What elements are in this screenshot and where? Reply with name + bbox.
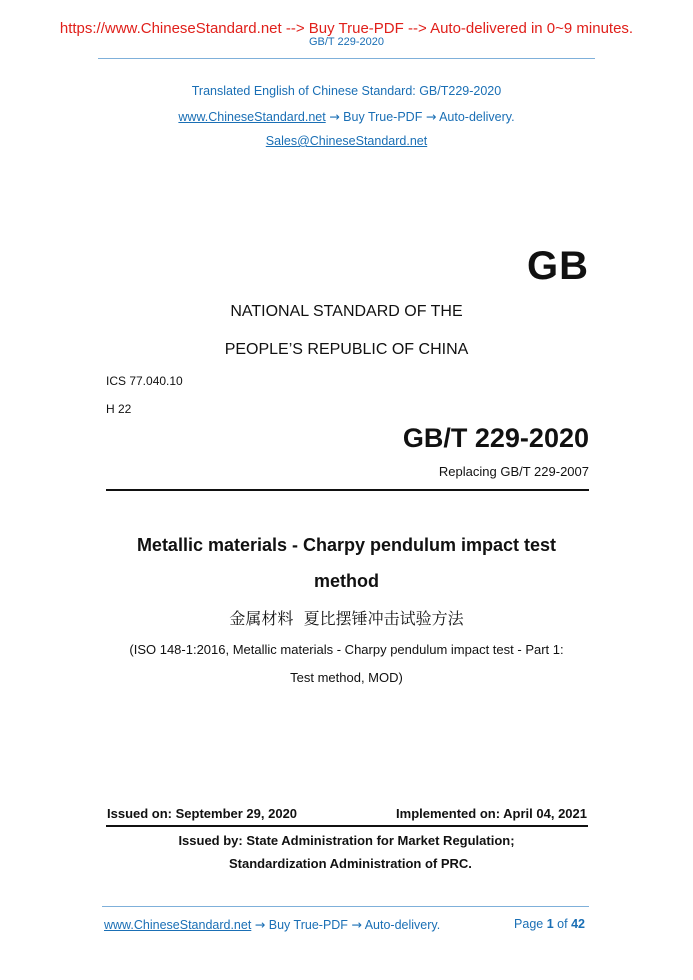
title-line1: Metallic materials - Charpy pendulum impact test [136, 535, 557, 555]
arrow-icon: → [254, 917, 266, 932]
promo-email-link[interactable]: Sales@ChineseStandard.net [265, 134, 428, 148]
national-line2: PEOPLE’S REPUBLIC OF CHINA [224, 341, 469, 358]
page-number: 1 [546, 917, 554, 931]
footer-links [104, 917, 440, 932]
iso-line1: (ISO 148-1:2016, Metallic materials - Charpy pendulum impact test - Part 1: [129, 642, 564, 657]
ics-code: ICS 77.040.10 [106, 374, 183, 388]
promo-line: Translated English of Chinese Standard: GB/T229-2020 [191, 84, 502, 98]
standard-number: GB/T 229-2020 [402, 423, 589, 453]
header-rule [98, 58, 595, 59]
header-doc-code: GB/T 229-2020 [308, 36, 384, 48]
promo-site-link[interactable]: www.ChineseStandard.net [178, 110, 326, 124]
national-line1: NATIONAL STANDARD OF THE [230, 303, 463, 320]
page-label: Page [514, 917, 544, 931]
title-chinese: 金属材料 夏比摆锤冲击试验方法 [229, 609, 464, 628]
banner-sep: --> [403, 20, 431, 37]
title-line2: method [314, 571, 379, 591]
footer-delivery: Auto-delivery. [361, 918, 441, 932]
arrow-icon: → [425, 109, 437, 124]
title-top-rule [106, 489, 589, 491]
iso-line2: Test method, MOD) [290, 670, 403, 685]
arrow-icon: → [351, 917, 362, 932]
issued-date: Issued on: September 29, 2020 [107, 806, 298, 821]
footer-buy: Buy True-PDF [265, 918, 352, 932]
promo-email-row [0, 134, 693, 148]
footer-site-link[interactable]: www.ChineseStandard.net [104, 918, 252, 932]
promo-buy: Buy True-PDF [339, 110, 426, 124]
footer-rule [102, 906, 589, 907]
banner-url[interactable]: https://www.ChineseStandard.net [59, 20, 282, 37]
replacing-note: Replacing GB/T 229-2007 [438, 464, 589, 479]
of-label: of [557, 917, 568, 931]
issuer-line2: Standardization Administration of PRC. [229, 856, 472, 871]
promo-links [0, 109, 693, 124]
dates-rule [106, 825, 588, 827]
gb-logo: GB [527, 244, 589, 288]
page-total: 42 [571, 917, 585, 931]
promo-delivery: Auto-delivery. [436, 110, 515, 124]
issuer-line1: Issued by: State Administration for Market Regulation; [178, 833, 515, 848]
banner-delivery: Auto-delivered in 0~9 minutes. [430, 20, 634, 37]
banner-sep: --> [281, 20, 309, 37]
banner-buy[interactable]: Buy True-PDF [308, 20, 404, 37]
h-code: H 22 [106, 402, 132, 416]
page-indicator [514, 917, 585, 931]
implemented-date: Implemented on: April 04, 2021 [396, 806, 587, 821]
arrow-icon: → [329, 109, 340, 124]
